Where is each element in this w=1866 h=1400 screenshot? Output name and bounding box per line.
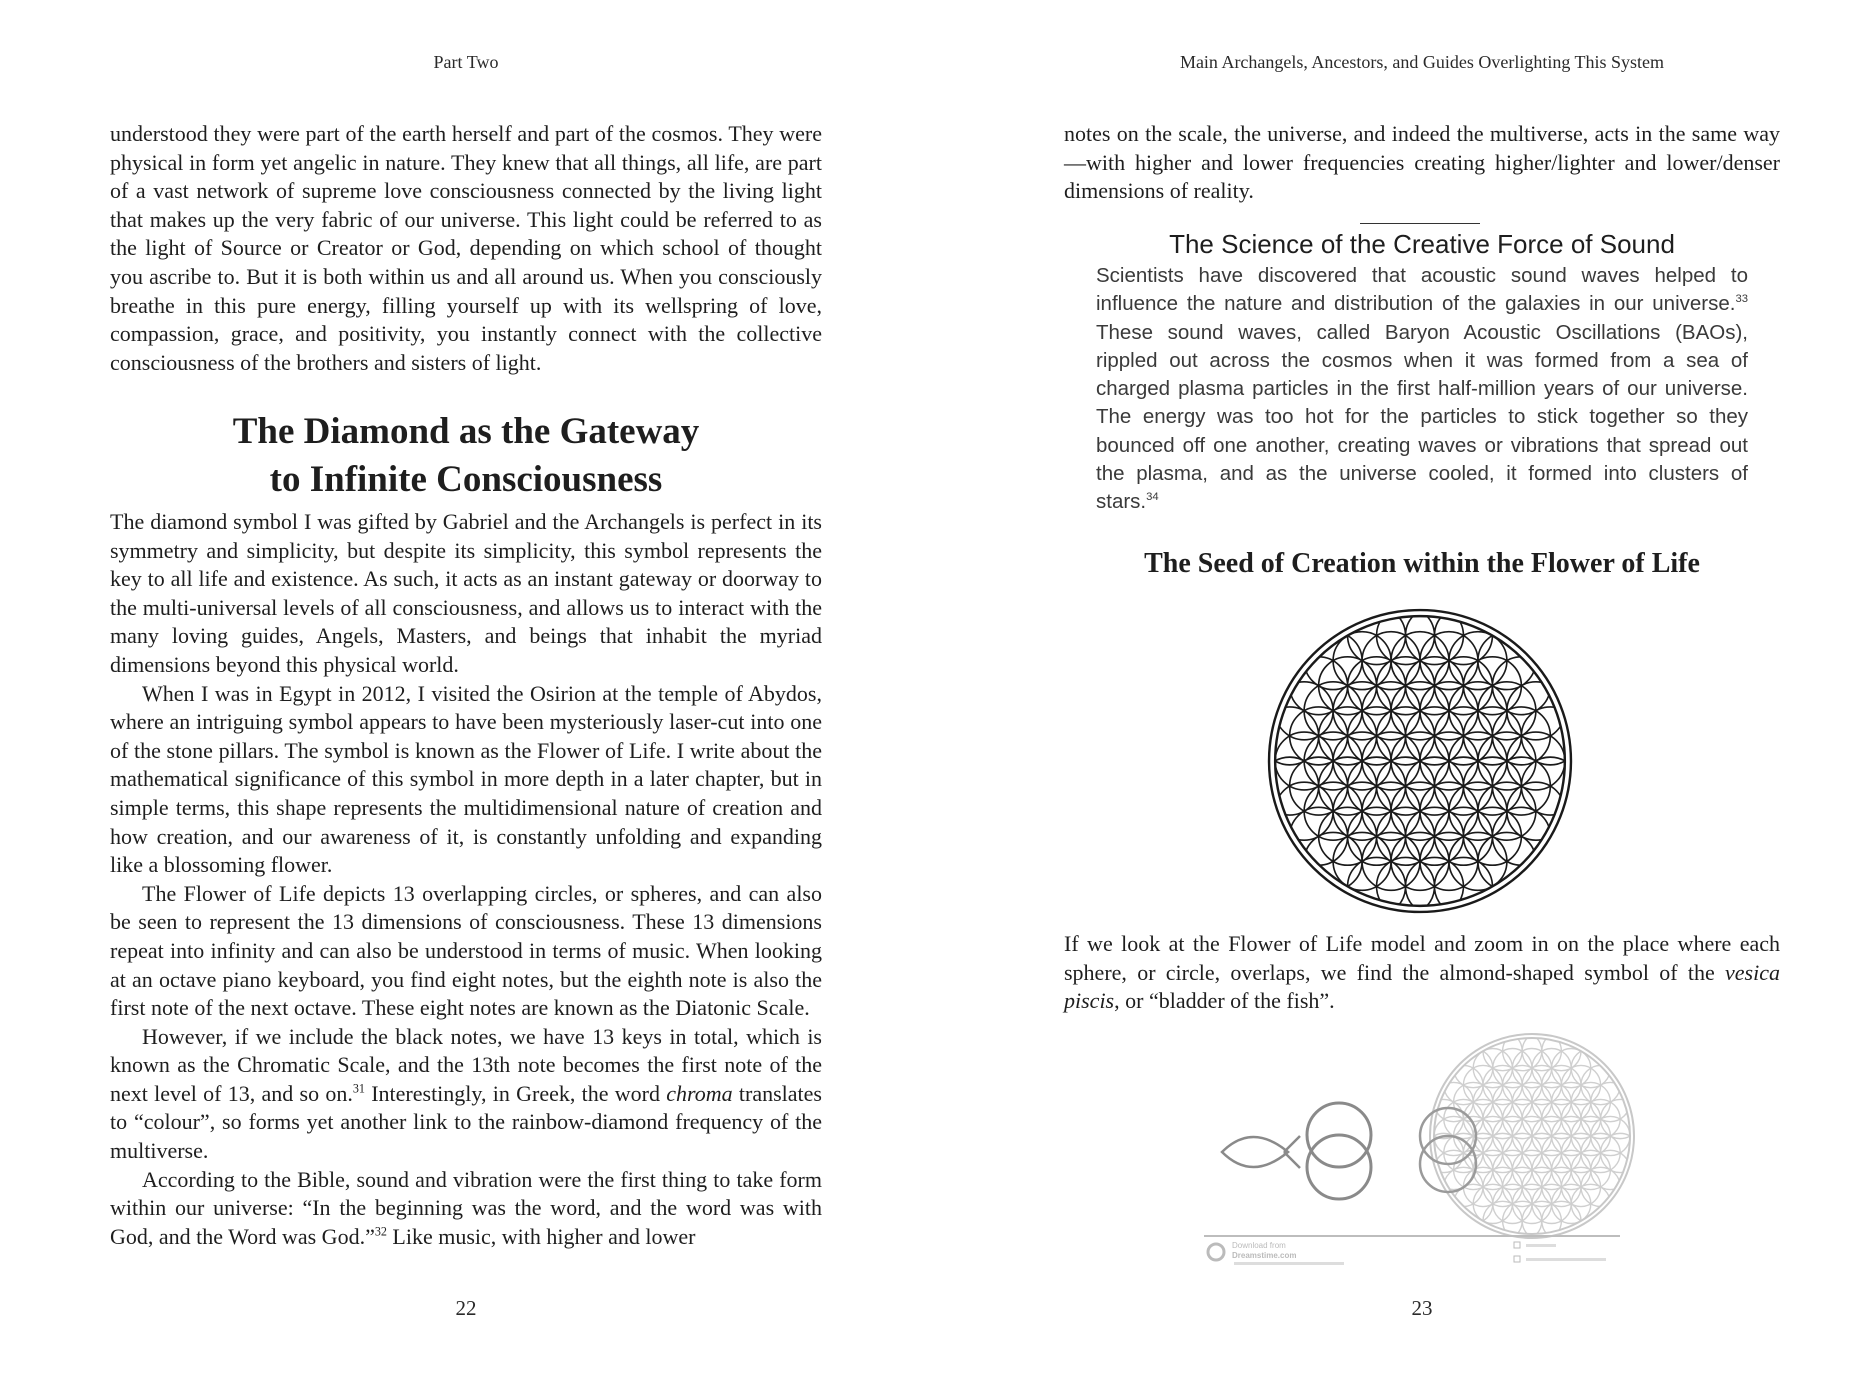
text-run: If we look at the Flower of Life model and zoom in on the place where each sphere, or circle, overlaps, we find the almond-shaped symbol of the [1064,931,1780,985]
text-run: However, if we include the black notes, we have 13 keys in total, which is known as the Chromatic Scale, and the 13th note becomes the first note of the next level of 13, and so on. [110,1023,822,1106]
text-run: According to the Bible, sound and vibration were the first thing to take form within our universe: “In the beginning was the word, and the word was with God, and the Word was God.” [110,1166,822,1249]
watermark-logo-icon [1208,1244,1224,1260]
heading-line: to Infinite Consciousness [269,459,663,500]
text-run: translates to “colour”, so forms yet another link to the rainbow-diamond frequency of the multiverse. [110,1080,822,1164]
right-after-paragraph [1064,930,1780,1016]
sidebar-divider [1360,223,1480,224]
sidebar-body [1096,262,1748,517]
page-number-right: 23 [1411,1296,1433,1320]
vesica-piscis-figure [1204,1030,1640,1280]
running-head-left: Part Two [433,52,499,72]
paragraph: When I was in Egypt in 2012, I visited the Osirion at the temple of Abydos, where an intriguing symbol appears to have been mysteriously laser-cut into one of the stone pillars. The symbol is known as the Flower of Life. I write about the mathematical significance of this symbol in more depth in a later chapter, but in simple terms, this shape represents the multidimensional nature of creation and how creation, and our awareness of it, is constantly unfolding and expanding like a blossoming flower. [110,680,822,878]
fish-icon [1222,1136,1300,1168]
faded-flower-of-life [1424,1032,1640,1241]
footnote-ref-32: 32 [374,1224,387,1239]
paragraph [110,1023,822,1166]
footnote-ref-34: 34 [1146,491,1159,504]
text-run: Scientists have discovered that acoustic sound waves helped to influence the nature and distribution of the galaxies in our universe. [1096,264,1748,316]
section-heading: The Seed of Creation within the Flower of Life [1144,548,1700,579]
left-intro-paragraph [110,120,822,377]
right-page [1064,0,1780,1400]
paragraph: The diamond symbol I was gifted by Gabriel and the Archangels is perfect in its symmetry and simplicity, but despite its simplicity, this symbol represents the key to all life and existence. As such, it acts as an instant gateway or doorway to the multi-universal levels of all consciousness, and allows us to interact with the many loving guides, Angels, Masters, and beings that inhabit the myriad dimensions beyond this physical world. [110,509,822,677]
watermark-text: Download from [1232,1241,1286,1250]
paragraph: notes on the scale, the universe, and indeed the multiverse, acts in the same way—with higher and lower frequencies creating higher/lighter and lower/denser dimensions of reality. [1064,121,1780,204]
paragraph: understood they were part of the earth herself and part of the cosmos. They were physical in form yet angelic in nature. They knew that all things, all life, are part of a vast network of supreme love consciousness connected by the living light that makes up the very fabric of our universe. This light could be referred to as the light of Source or Creator or God, depending on which school of thought you ascribe to. But it is both within us and all around us. When you consciously breathe in this pure energy, filling yourself up with its wellspring of love, compassion, grace, and positivity, you instantly connect with the collective consciousness of the brothers and sisters of light. [110,121,822,375]
sidebar-title: The Science of the Creative Force of Sound [1169,229,1675,259]
flower-of-life-figure [1267,608,1573,914]
footnote-ref-33: 33 [1735,293,1748,306]
paragraph [1064,930,1780,1016]
text-run: Interestingly, in Greek, the word [364,1080,667,1106]
left-main-text [110,508,822,1251]
footnote-ref-31: 31 [352,1081,365,1096]
text-run: Like music, with higher and lower [386,1223,696,1249]
italic-term: vesica piscis [1064,959,1780,1014]
running-head-right: Main Archangels, Ancestors, and Guides Overlighting This System [1179,52,1665,72]
text-run: These sound waves, called Baryon Acoustic Oscillations (BAOs), rippled out across the cosmos when it was formed from a sea of charged plasma particles in the first half-million years of our universe. The energy was too hot for the particles to stick together so they bounced off one another, creating waves or vibrations that spread out the plasma, and as the universe cooled, it formed into clusters of stars. [1096,320,1748,514]
page-number-left: 22 [455,1296,477,1320]
paragraph: The Flower of Life depicts 13 overlapping circles, or spheres, and can also be seen to represent the 13 dimensions of consciousness. These 13 dimensions repeat into infinity and can also be understood in terms of music. When looking at an octave piano keyboard, you find eight notes, but the eighth note is also the first note of the next octave. These eight notes are known as the Diatonic Scale. [110,880,822,1021]
left-page [110,0,822,1400]
italic-term: chroma [666,1080,733,1106]
text-run: , or “bladder of the fish”. [1114,988,1335,1014]
heading-line: The Diamond as the Gateway [232,411,700,452]
right-intro-paragraph [1064,120,1780,206]
watermark-text: Dreamstime.com [1232,1251,1297,1260]
paragraph [110,1166,822,1252]
chapter-heading [110,408,822,504]
